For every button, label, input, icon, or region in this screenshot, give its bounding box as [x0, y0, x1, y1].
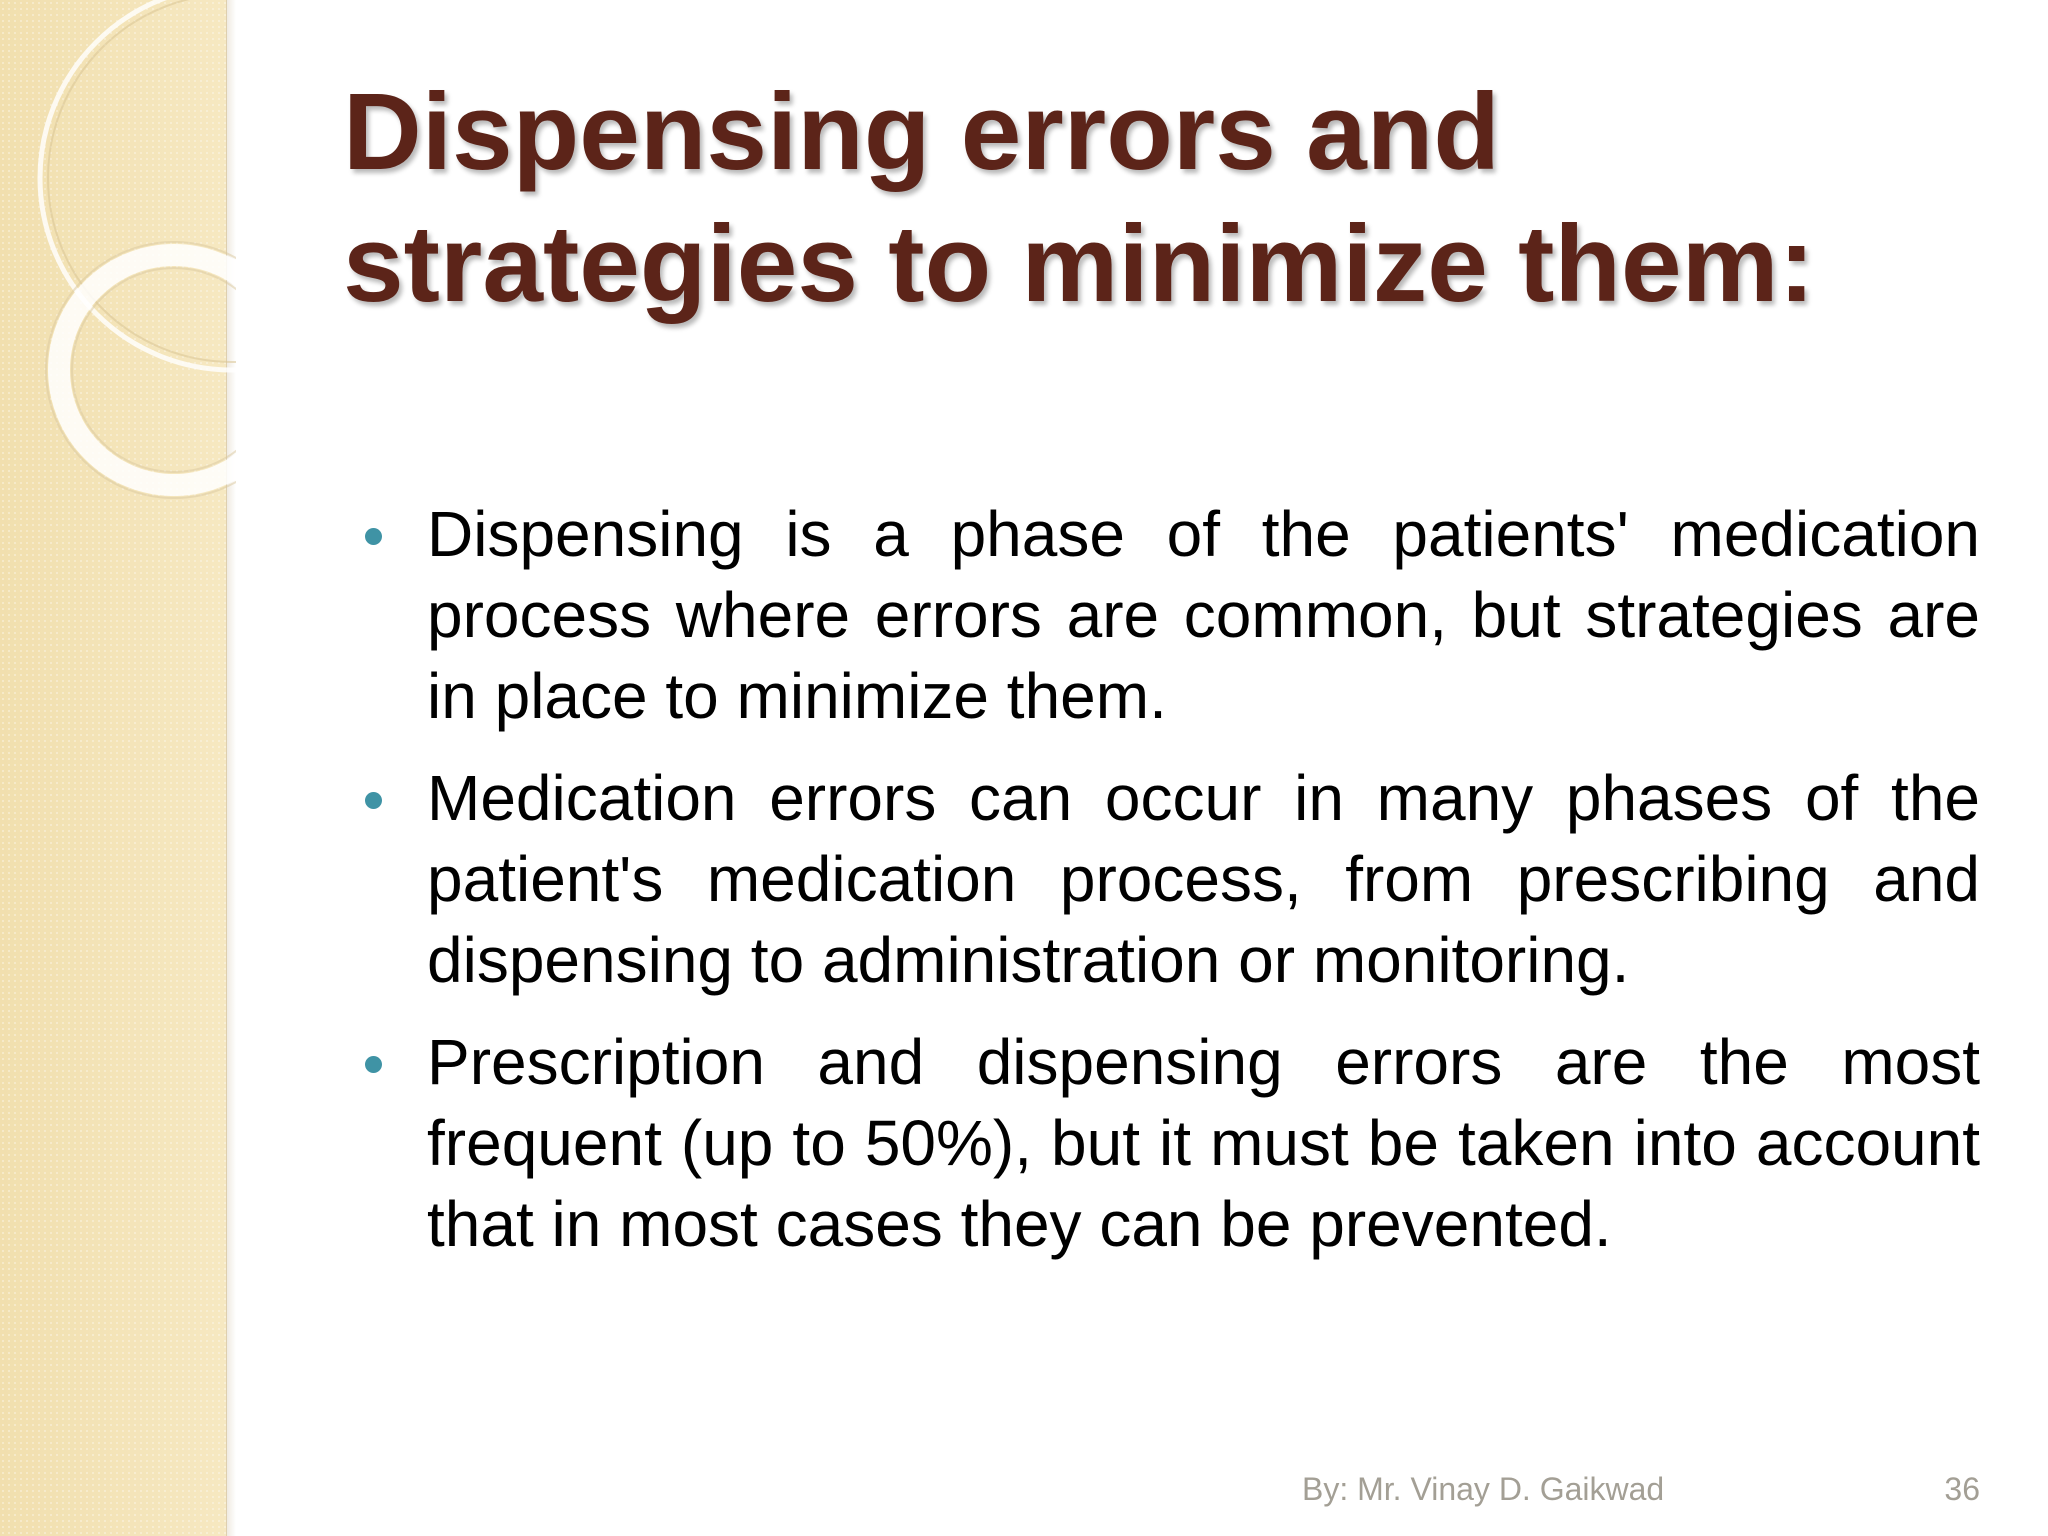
bullet-text: Dispensing is a phase of the patients' medication process where errors are common, but strategies are in place to minimize them. — [427, 498, 1980, 732]
slide-title-line-1: Dispensing errors and — [343, 71, 1500, 193]
decorative-rings-graphic — [0, 0, 236, 520]
footer-author: By: Mr. Vinay D. Gaikwad — [1302, 1471, 1665, 1507]
bullet-dot-icon — [365, 528, 382, 545]
bullet-item-medication-errors — [365, 758, 1980, 1001]
bullet-text: Prescription and dispensing errors are the most frequent (up to 50%), but it must be taken into account that in most cases they can be prevented. — [427, 1026, 1980, 1260]
bullet-dot-icon — [365, 1056, 382, 1073]
bullet-item-dispensing-phase — [365, 494, 1980, 737]
bullet-list — [365, 494, 1980, 1286]
slide-title — [343, 66, 1943, 330]
slide-title-line-2: strategies to minimize them: — [343, 203, 1815, 325]
bullet-text: Medication errors can occur in many phases of the patient's medication process, from prescribing and dispensing to administration or monitoring. — [427, 762, 1980, 996]
slide-number: 36 — [1944, 1471, 1980, 1507]
bullet-dot-icon — [365, 792, 382, 809]
bullet-item-prescription-errors — [365, 1022, 1980, 1265]
